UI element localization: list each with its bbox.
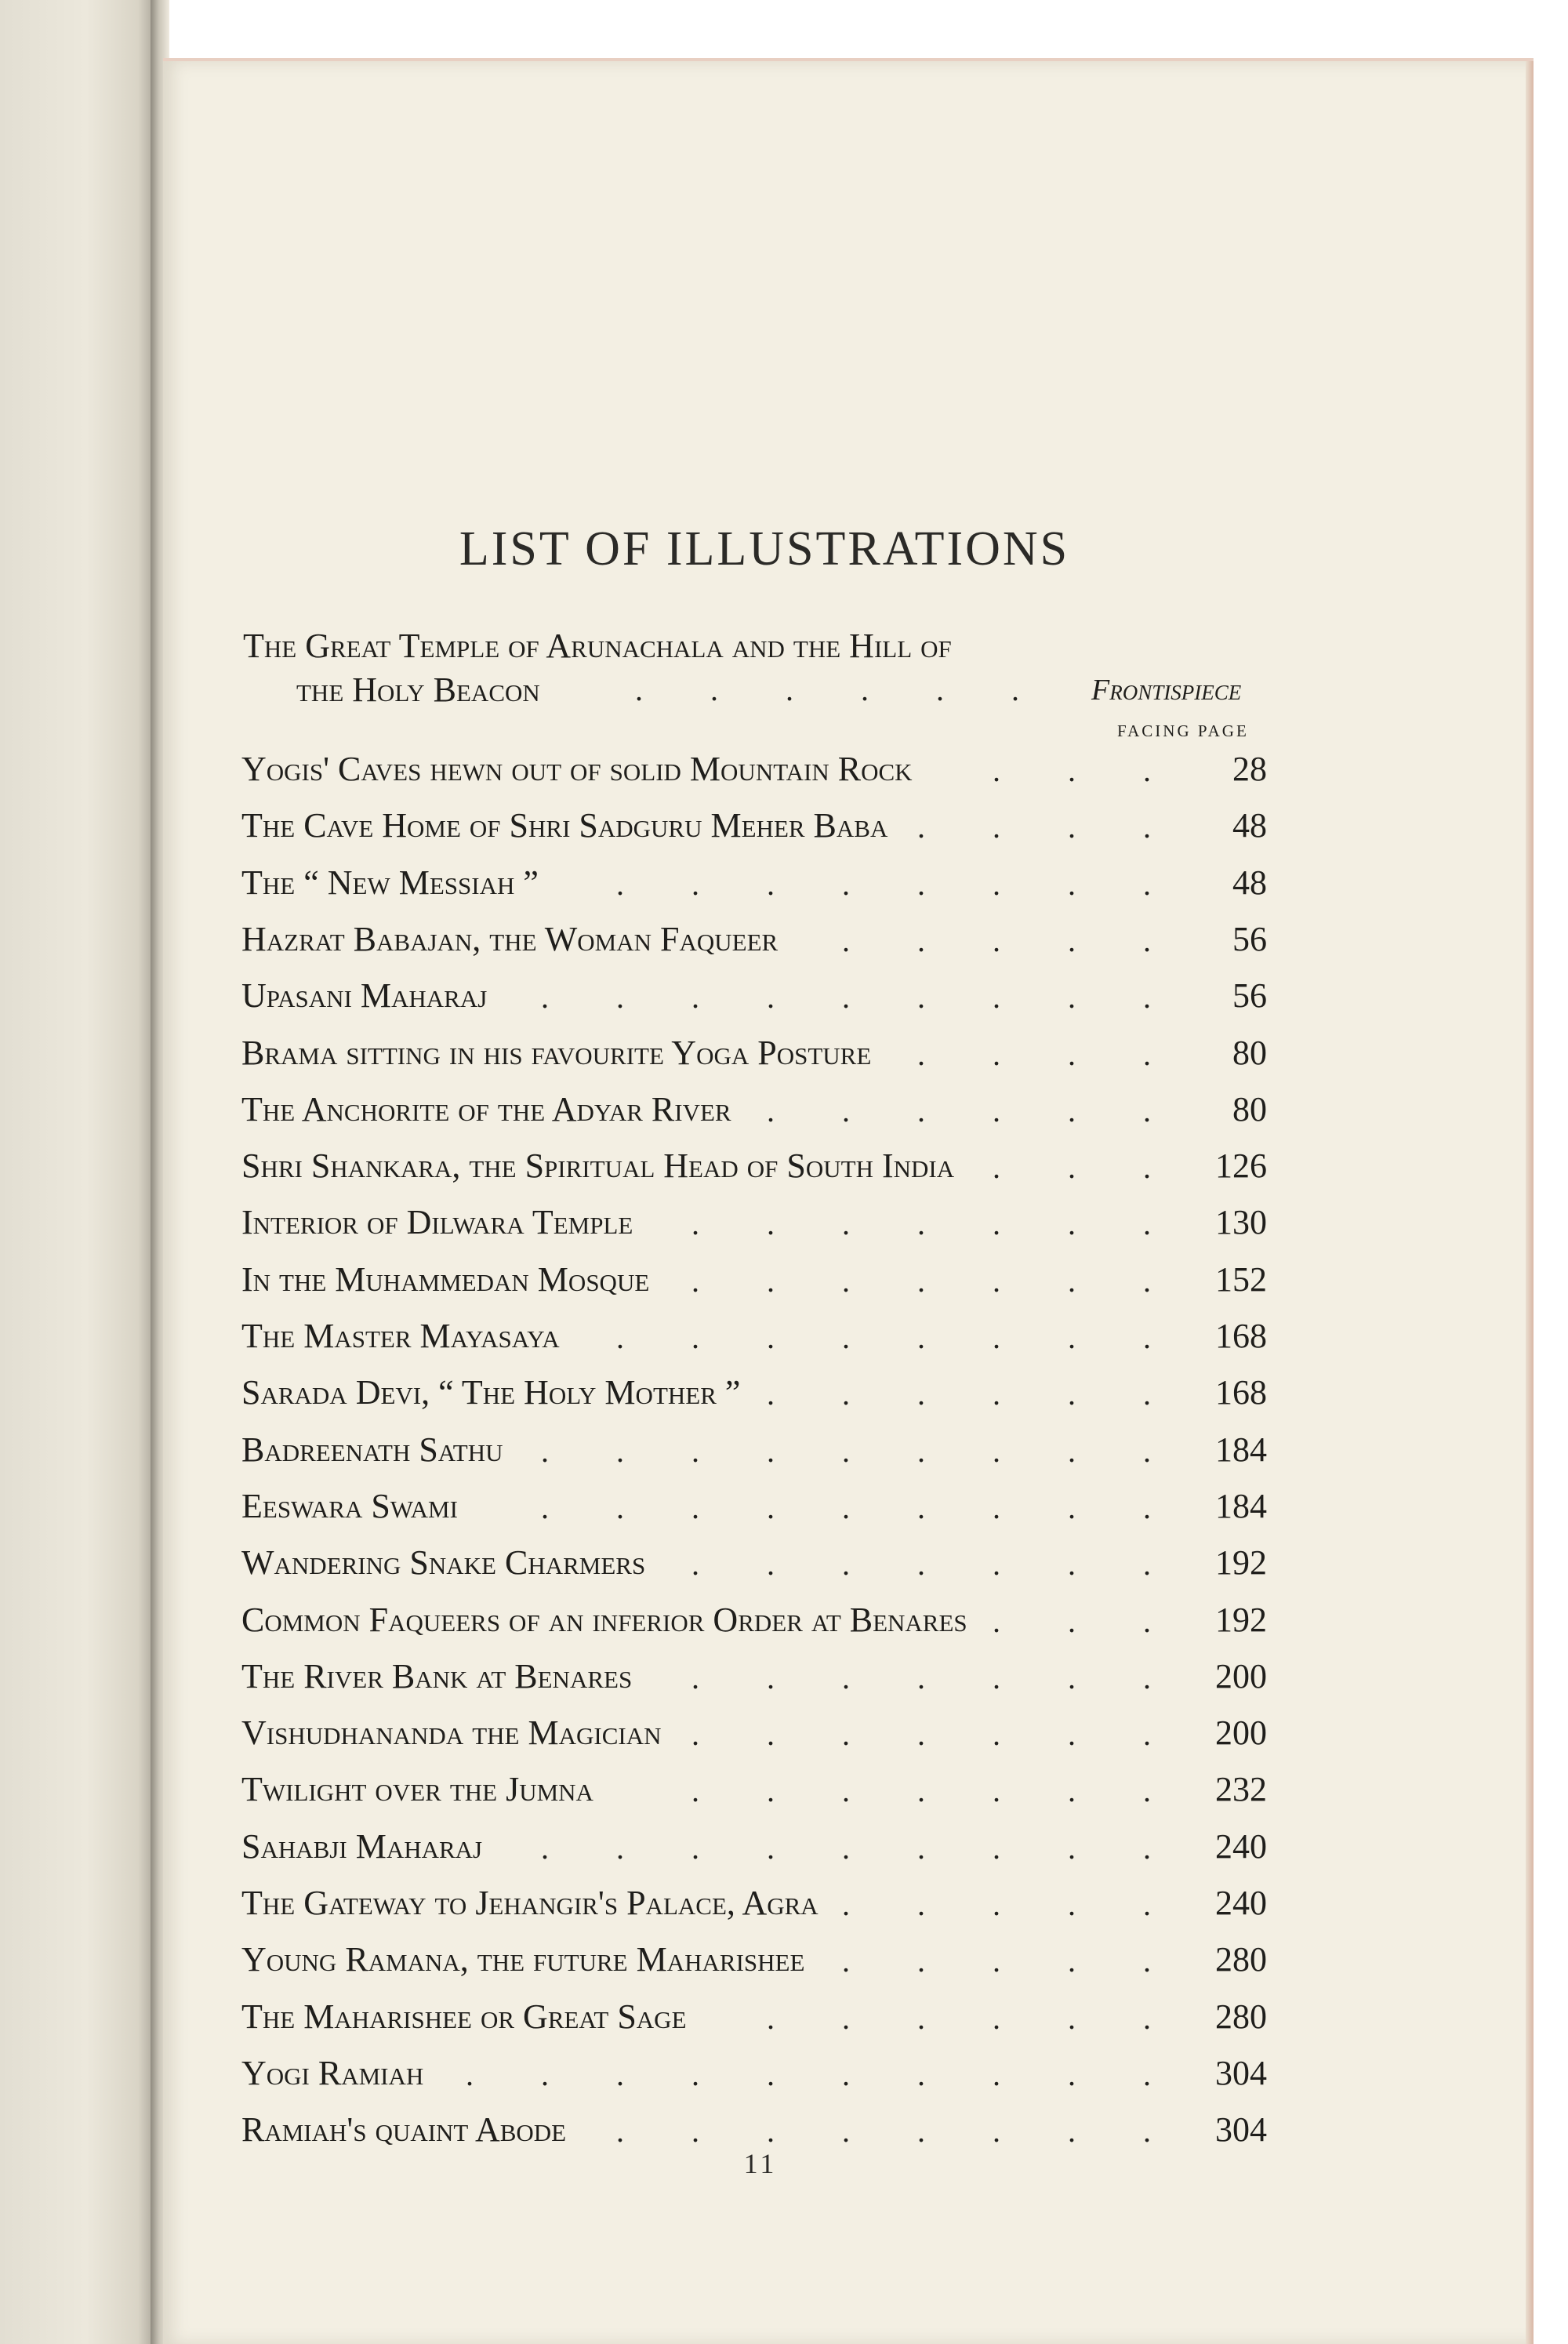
leader-dots: . . . . . . . . . — [541, 1490, 1181, 1525]
leader-dots: . . . . . . . . — [616, 867, 1181, 902]
entry-title: Young Ramana, the future Maharishee — [241, 1940, 805, 1979]
list-item — [241, 976, 1267, 1023]
list-item — [241, 749, 1267, 796]
entry-page-number: 232 — [1215, 1770, 1267, 1808]
entry-title-line2: the Holy Beacon — [296, 670, 540, 709]
list-item — [241, 1769, 1267, 1816]
leader-dots: . . . . . . . . . — [541, 1830, 1181, 1866]
entry-title: Sahabji Maharaj — [241, 1827, 483, 1866]
list-item — [241, 1033, 1267, 1080]
entry-page-number: 304 — [1215, 2110, 1267, 2149]
facing-page-edge — [0, 0, 157, 2344]
leader-dots: . . . . . . . — [691, 1717, 1181, 1752]
leader-dots: . . . — [993, 1604, 1181, 1639]
list-item — [241, 1939, 1267, 1986]
leader-dots: . . . . . . . . . . — [466, 2057, 1181, 2092]
leader-dots: . . . . . . — [767, 2001, 1181, 2036]
entry-title: The Master Mayasaya — [241, 1317, 560, 1355]
list-item — [241, 1089, 1267, 1136]
leader-dots: . . . . — [917, 809, 1181, 845]
entry-title: Brama sitting in his favourite Yoga Posture — [241, 1034, 872, 1072]
entry-page-number: 80 — [1232, 1034, 1267, 1072]
leader-dots: . . . . . — [842, 923, 1181, 958]
entry-title: Eeswara Swami — [241, 1487, 458, 1525]
entry-page-number: 168 — [1215, 1373, 1267, 1412]
entry-title: The “ New Messiah ” — [241, 863, 539, 902]
list-item — [241, 1656, 1267, 1703]
entry-page-number: 184 — [1215, 1487, 1267, 1525]
list-item — [241, 1883, 1267, 1930]
leader-dots: . . . . . — [842, 1887, 1181, 1922]
entry-page-number: 280 — [1215, 1997, 1267, 2036]
leader-dots: . . . . . . . — [691, 1660, 1181, 1695]
entry-page-number: 126 — [1215, 1147, 1267, 1185]
entry-page-number: 48 — [1232, 863, 1267, 902]
entry-title: The Cave Home of Shri Sadguru Meher Baba — [241, 806, 888, 845]
page-number: 11 — [743, 2148, 778, 2179]
entry-page-number: 184 — [1215, 1430, 1267, 1469]
entry-page-number: 240 — [1215, 1884, 1267, 1922]
entry-title: Yogi Ramiah — [241, 2054, 424, 2092]
entry-page-number: 48 — [1232, 806, 1267, 845]
leader-dots: . . . . . . . . . — [541, 979, 1181, 1015]
entry-page-number: 130 — [1215, 1203, 1267, 1241]
leader-dots: . . . . . . . — [691, 1773, 1181, 1808]
leader-dots: . . . — [993, 753, 1181, 788]
entry-title: Interior of Dilwara Temple — [241, 1203, 633, 1241]
list-item — [241, 805, 1267, 852]
entry-page-number: 56 — [1232, 920, 1267, 958]
leader-dots: . . . . . . . . — [616, 2113, 1181, 2149]
entry-title: Vishudhananda the Magician — [241, 1713, 662, 1752]
entry-page-number: 56 — [1232, 976, 1267, 1015]
list-item — [241, 1713, 1267, 1760]
entry-page-number: 80 — [1232, 1090, 1267, 1128]
list-item — [241, 1372, 1267, 1419]
entry-page-number: 304 — [1215, 2054, 1267, 2092]
entry-title: Twilight over the Jumna — [241, 1770, 593, 1808]
entry-title: Badreenath Sathu — [241, 1430, 503, 1469]
frontispiece-label: Frontispiece — [1091, 674, 1242, 707]
entry-page-number: 152 — [1215, 1260, 1267, 1299]
leader-dots: . . . . . . . — [691, 1206, 1181, 1241]
entry-title: Hazrat Babajan, the Woman Faqueer — [241, 920, 779, 958]
entry-title: Yogis' Caves hewn out of solid Mountain Rock — [241, 750, 913, 788]
list-item — [241, 1316, 1267, 1363]
entry-title: The Anchorite of the Adyar River — [241, 1090, 731, 1128]
entry-page-number: 28 — [1232, 750, 1267, 788]
entry-title: The River Bank at Benares — [241, 1657, 633, 1695]
list-item — [241, 1826, 1267, 1873]
entry-title: The Gateway to Jehangir's Palace, Agra — [241, 1884, 818, 1922]
entry-title: Upasani Maharaj — [241, 976, 488, 1015]
leader-dots: . . . . — [917, 1037, 1181, 1072]
entry-title-line1: The Great Temple of Arunachala and the Hill of — [243, 627, 952, 665]
list-item — [241, 2053, 1267, 2100]
list-item — [241, 1486, 1267, 1533]
entry-page-number: 200 — [1215, 1657, 1267, 1695]
entry-title: The Maharishee or Great Sage — [241, 1997, 687, 2036]
list-item — [241, 1202, 1267, 1249]
entry-title: Shri Shankara, the Spiritual Head of South India — [241, 1147, 955, 1185]
leader-dots: . . . . . — [842, 1943, 1181, 1979]
leader-dots: . . . . . . . — [691, 1263, 1181, 1299]
leader-dots: . . . . . . — [767, 1376, 1181, 1412]
list-item — [241, 1146, 1267, 1193]
entry-title: Sarada Devi, “ The Holy Mother ” — [241, 1373, 741, 1412]
list-item — [241, 1543, 1267, 1590]
leader-dots: . . . . . . . . . — [541, 1434, 1181, 1469]
frontispiece-entry — [243, 626, 1254, 720]
entry-title: In the Muhammedan Mosque — [241, 1260, 650, 1299]
leader-dots: . . . . . . . . — [616, 1320, 1181, 1355]
list-item — [241, 863, 1267, 910]
entry-page-number: 240 — [1215, 1827, 1267, 1866]
list-item — [241, 919, 1267, 966]
page-title: LIST OF ILLUSTRATIONS — [459, 522, 1070, 576]
entry-page-number: 168 — [1215, 1317, 1267, 1355]
leader-dots: . . . . . . . — [691, 1546, 1181, 1582]
entry-title: Wandering Snake Charmers — [241, 1543, 646, 1582]
entry-title: Common Faqueers of an inferior Order at Benares — [241, 1601, 967, 1639]
page-right-edge — [1526, 61, 1534, 2344]
list-item — [241, 1430, 1267, 1477]
leader-dots: . . . . . . — [635, 672, 1049, 707]
entry-page-number: 192 — [1215, 1543, 1267, 1582]
entry-page-number: 192 — [1215, 1601, 1267, 1639]
facing-page-label: FACING PAGE — [1117, 721, 1249, 740]
entry-page-number: 200 — [1215, 1713, 1267, 1752]
list-item — [241, 1259, 1267, 1306]
entry-page-number: 280 — [1215, 1940, 1267, 1979]
entry-title: Ramiah's quaint Abode — [241, 2110, 567, 2149]
leader-dots: . . . — [993, 1150, 1181, 1185]
list-item — [241, 1600, 1267, 1647]
list-item — [241, 1997, 1267, 2044]
leader-dots: . . . . . . — [767, 1093, 1181, 1128]
